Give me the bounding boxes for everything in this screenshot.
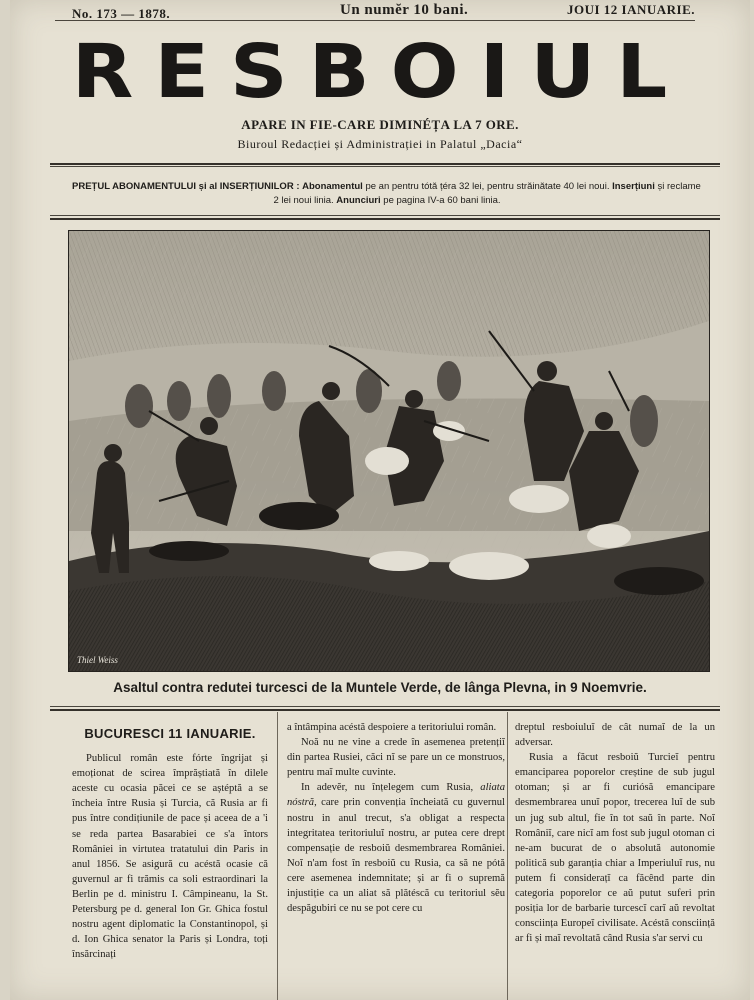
header-rule: [55, 20, 695, 21]
article-emphasis: aliata nóstră: [287, 782, 505, 809]
article-column-3: [515, 720, 715, 946]
article-paragraph: Publicul român este fórte îngrijat și emoționat de scirea împrăștiată în dilele aceste cu ocasia păcei ce se aștéptă a se încheia între Rusia și Turcia, că Rusia ar fi pus între condițiunile de pace și aceea de a 'i se reda partea Basarabiei ce s'a întors României in virtutea tratatului din Paris in anul 1856. Se asigură cu acéstă ocasie că guvernul ar fi trămis ca soli estraordinari la Berlin pe d. ministru I. Câmpineanu, la St. Petersburg pe d. general Ion Gr. Ghica fostul nostru agent diplomatic la Constantinopol, și d. Ion Ghica senator la Paris și Londra, toți însărcinați: [72, 753, 268, 961]
article-paragraph: [287, 780, 505, 916]
column-divider: [277, 712, 278, 1000]
subscription-text: și reclame: [654, 181, 701, 192]
issue-price: Un numĕr 10 bani.: [340, 2, 469, 18]
article-text: , care prin convenția încheiată cu guvernul nostru in anul trecut, s'a obligat a respecta integritatea teritoriuluĭ nostru, ar putea cere drept compensație de resboiŭ desmembrarea României. Noĭ n'am fost în resboiŭ cu Rusia, ca să ne pótă cere asemenea indemnitate; și ar fi o supremă injustiție ca un aliat să plătéscă cu teritoriul sĕu despăgubiri ce nu se pot cere cu: [287, 797, 505, 915]
article-column-2: [287, 720, 505, 916]
issue-number: No. 173 — 1878.: [72, 6, 171, 21]
newspaper-title: RESBOIUL: [71, 28, 689, 115]
caption-rule-thick: [50, 709, 720, 711]
battle-scene-image: [69, 231, 709, 671]
subscription-rule-thick: [50, 218, 720, 220]
publication-schedule: APARE IN FIE-CARE DIMINÉȚA LA 7 ORE.: [241, 117, 519, 132]
article-heading: BUCURESCI 11 IANUARIE.: [84, 726, 256, 741]
office-address: Biuroul Redacției și Administrației in Palatul „Dacia“: [237, 137, 523, 151]
subscription-text: pe pagina IV-a 60 bani linia.: [380, 195, 501, 206]
battle-engraving: [68, 230, 710, 672]
article-paragraph: dreptul resboiuluĭ de cât numaĭ de la un adversar.: [515, 722, 715, 749]
article-column-1: [72, 720, 268, 962]
caption-rule: [50, 706, 720, 707]
announcements-term: Anunciuri: [336, 195, 381, 206]
subscription-prices: pe an pentru tótă țéra 32 lei, pentru străinătate 40 lei noui.: [362, 181, 613, 192]
newspaper-page: [10, 0, 750, 1000]
header-line: [58, 2, 695, 20]
issue-date: JOUI 12 IANUARIE.: [566, 2, 695, 17]
subscription-text: 2 lei noui linia.: [273, 195, 337, 206]
illustration-caption: Asaltul contra redutei turcesci de la Muntele Verde, de lânga Plevna, in 9 Noemvrie.: [113, 680, 647, 695]
article-paragraph: Rusia a făcut resboiŭ Turcieĭ pentru emanciparea poporelor creștine de sub jugul otoman; și ar fi curiósă emancipare desmembrarea unuĭ popor, trecerea luĭ de sub un jug sub altul, fie în tot saŭ în parte. Noĭ Româniĭ, care nicĭ am fost sub jugul otoman ci ne-am bucurat de o absolută autonomie politică sub garanția chiar a Imperiuluĭ rus, nu putem fi considerațĭ ca făcênd parte din categoria poporelor ce aŭ putut suferi prin posiția lor de barbarie turcescĭ carĭ aŭ revoltat consciința Europeĭ civilisate. Acéstă consciință ar fi și maĭ revoltată când Rusia s'ar servi cu: [515, 752, 715, 945]
insertions-term: Inserțiuni: [612, 181, 655, 192]
article-text: In adevĕr, nu înțelegem cum Rusia,: [301, 782, 481, 794]
subscription-label: PREȚUL ABONAMENTULUI și al INSERȚIUNILOR :: [72, 181, 300, 192]
subscription-line-2: [72, 194, 702, 208]
subscription-rule: [50, 215, 720, 216]
article-paragraph: Noă nu ne vine a crede în asemenea pretențiĭ din partea Rusiei, căci nĭ se pare un ce monstruos, pentru maĭ multe cuvinte.: [287, 737, 505, 779]
masthead-rule-thin: [50, 166, 720, 167]
subscription-term: Abonamentul: [302, 181, 363, 192]
masthead-rule: [50, 163, 720, 165]
subscription-info: [72, 180, 702, 208]
column-divider: [507, 712, 508, 1000]
engraver-signature: Thiel Weiss: [77, 655, 118, 665]
article-paragraph: a întâmpina acéstă despoiere a teritoriului român.: [287, 722, 497, 733]
